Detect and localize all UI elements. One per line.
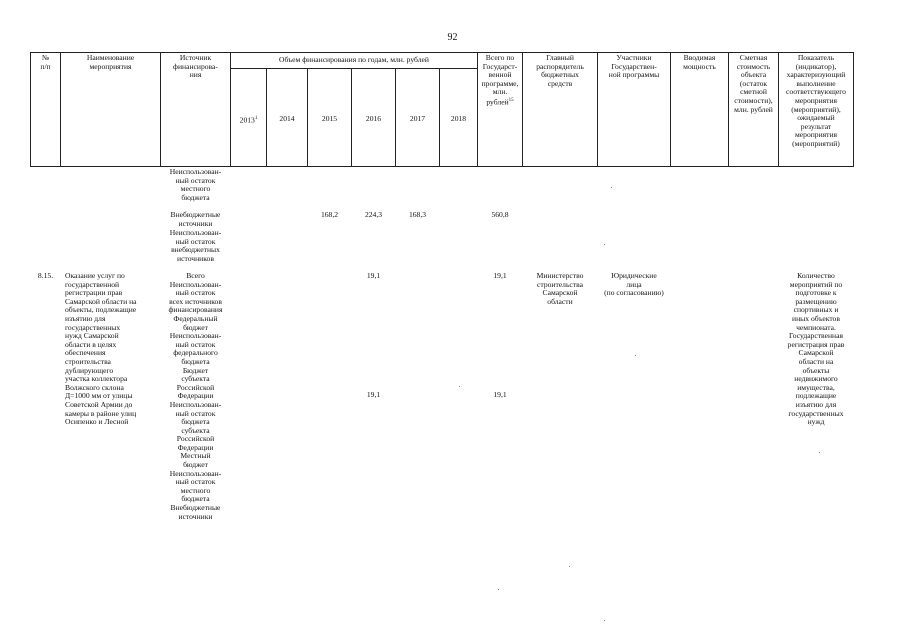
- header-volume: Объем финансирования по годам, млн. рублей: [279, 55, 429, 64]
- item-participants: Юридические лица (по согласованию): [604, 271, 664, 298]
- header-year-2017: 2017: [409, 114, 426, 123]
- header-total-footnote: 15: [508, 97, 514, 103]
- header-estimated-cost: Сметная стоимость объекта (остаток сметной стоимости), млн. рублей: [734, 53, 773, 114]
- col-line: [230, 52, 231, 167]
- item-regional-total-value: 19,1: [493, 390, 507, 399]
- header-total: [478, 54, 522, 107]
- header-year-2018: 2018: [450, 114, 467, 123]
- source-unused-local-budget: Неиспользован- ный остаток местного бюджета: [169, 167, 222, 202]
- item-name: Оказание услуг по государственной регистрации прав Самарской области на объекты, подлежащие изъятию для государственных нужд Самарской области в целях обеспечения строительства дублирующего участка коллектора Волжского склона Д=1000 мм от улицы Советской Армии до камеры в районе улиц Осипенко и Лесной: [65, 271, 137, 427]
- header-year-2013: [231, 115, 266, 125]
- header-name: Наименование мероприятия: [86, 53, 135, 71]
- item-main-manager: Министерство строительства Самарской области: [536, 271, 584, 306]
- header-indicator: Показатель (индикатор), характеризующий выполнение соответствующего мероприятия (мероприятий), ожидаемый результат мероприятия (мероприятий): [786, 53, 846, 148]
- offbudget-2015-value: 168,2: [320, 210, 339, 219]
- header-bottom-line: [30, 166, 854, 167]
- col-line: [853, 52, 854, 167]
- header-year-2014: 2014: [279, 114, 295, 123]
- header-main-manager: Главный распорядитель бюджетных средств: [536, 53, 584, 88]
- source-offbudget: Внебюджетные источники: [170, 210, 221, 228]
- scan-speck: [498, 589, 499, 590]
- scan-speck: [604, 244, 605, 245]
- header-top-line: [30, 52, 854, 53]
- scan-speck: [635, 355, 636, 356]
- offbudget-2016-value: 224,3: [364, 210, 383, 219]
- source-unused-offbudget: Неиспользован- ный остаток внебюджетных источников: [169, 228, 222, 263]
- item-indicator: Количество мероприятий по подготовке к размещению спортивных и иных объектов чемпионата. Государственная регистрация прав Самарской области на объекты недвижимого имущества, подлежащие изъятию для государственных нужд: [787, 271, 845, 427]
- header-source: Источник финансирова- ния: [173, 53, 218, 80]
- header-year-2015: 2015: [321, 114, 338, 123]
- scan-speck: [819, 452, 820, 453]
- scan-speck: [459, 386, 460, 387]
- scan-speck: [569, 566, 570, 567]
- scan-speck: [604, 620, 605, 621]
- item-number: 8.15.: [37, 271, 54, 280]
- offbudget-2017-value: 168,3: [408, 210, 427, 219]
- item-regional-2016-value: 19,1: [366, 390, 381, 399]
- year-2013-label: 2013: [239, 115, 255, 125]
- header-total-text: Всего по Государст- венной программе, млн. рублей: [481, 53, 519, 107]
- page-number: 92: [447, 32, 458, 43]
- header-participants: Участники Государствен- ной программы: [608, 53, 660, 80]
- item-total-total-value: 19,1: [493, 271, 507, 280]
- year-2013-footnote: 1: [254, 116, 258, 121]
- header-capacity: Вводимая мощность: [683, 53, 716, 71]
- header-num: № п/п: [40, 53, 51, 71]
- offbudget-total-value: 560,8: [491, 210, 509, 219]
- item-total-2016-value: 19,1: [366, 271, 381, 280]
- header-year-2016: 2016: [365, 114, 382, 123]
- scan-speck: [611, 187, 612, 188]
- item-sources: Всего Неиспользован- ный остаток всех источников финансирования Федеральный бюджет Неиспользован- ный остаток федерального бюджета Бюджет субъекта Российской Федерации Неиспользован- ный остаток бюджета субъекта Российской Федерации Местный бюджет Неиспользован- ный остаток местного бюджета Внебюджетные источники: [168, 271, 223, 521]
